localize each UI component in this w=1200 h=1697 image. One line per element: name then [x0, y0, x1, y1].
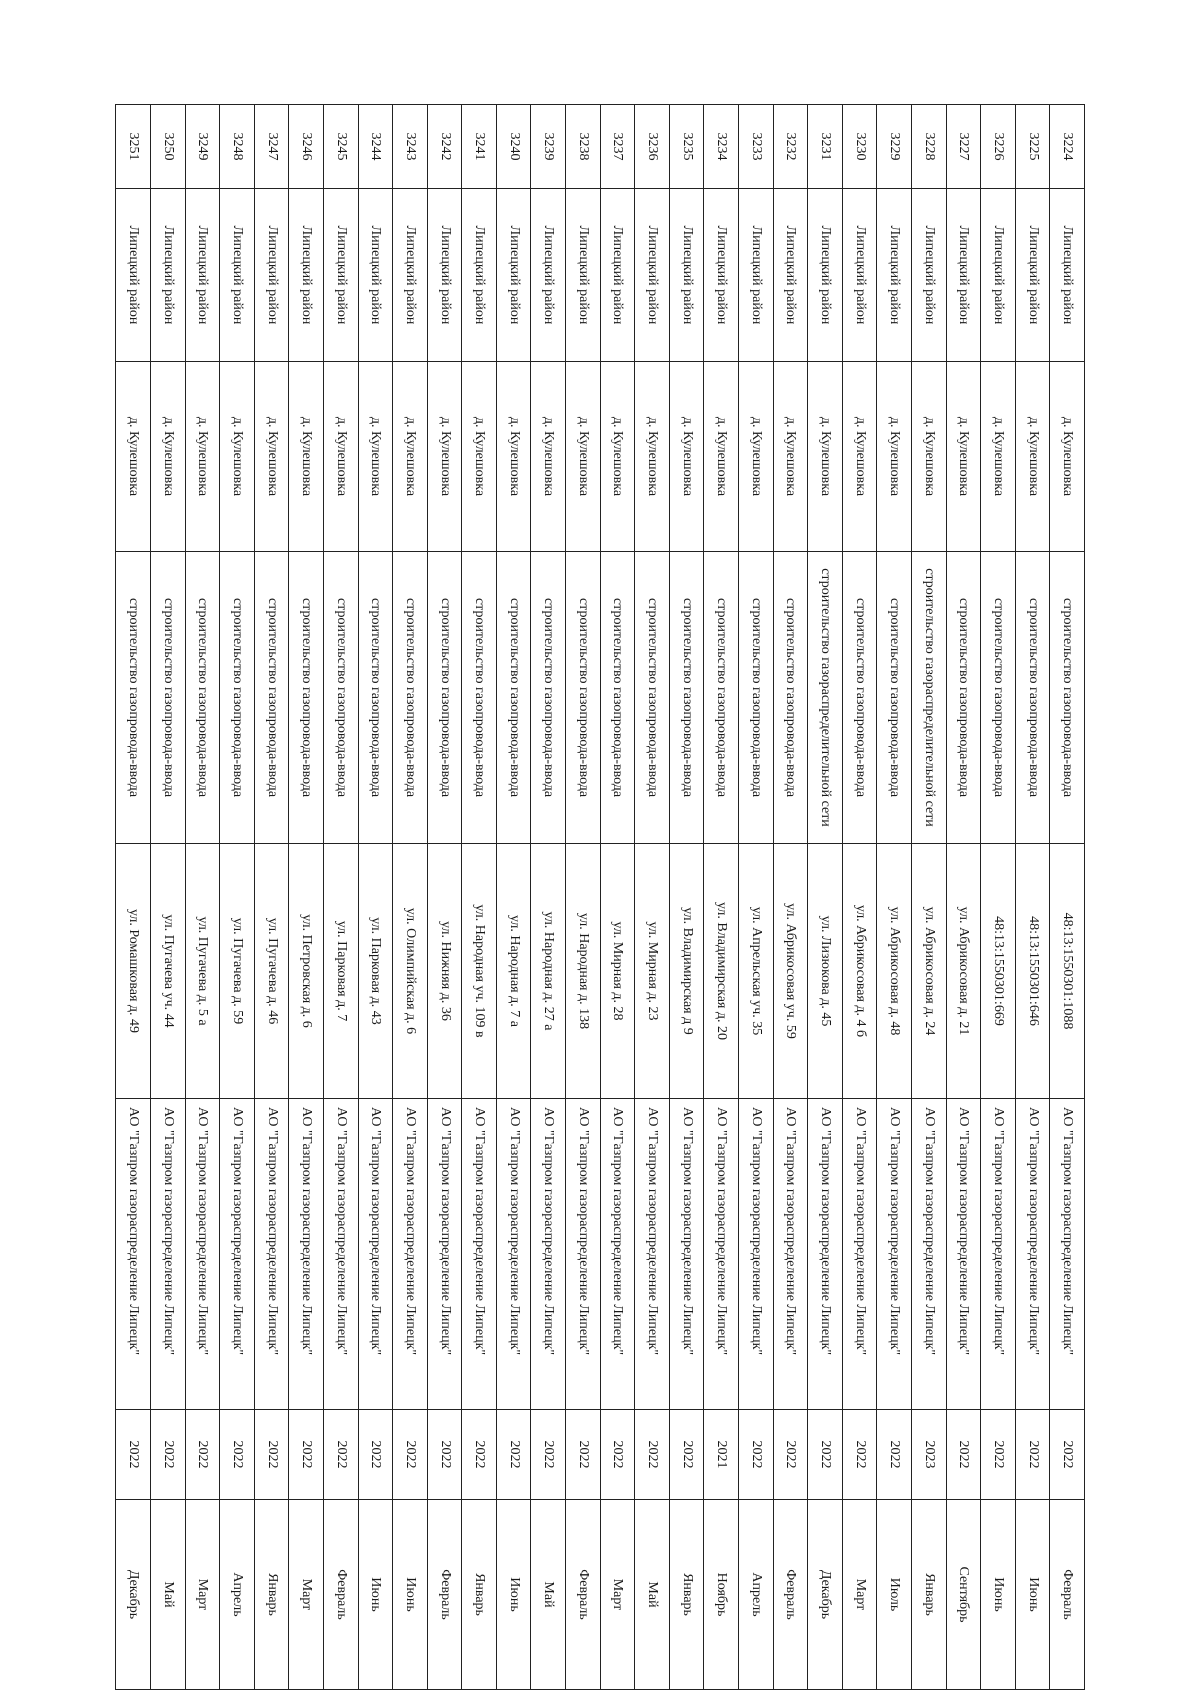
settlement-cell: д. Кулешовка	[842, 362, 877, 552]
address-cell: ул. Владимирская д. 20	[704, 844, 739, 1099]
address-cell: ул. Абрикосовая д. 4 б	[842, 844, 877, 1099]
work-type-cell: строительство газопровода-ввода	[842, 552, 877, 844]
address-cell: ул. Лизюкова д. 45	[808, 844, 843, 1099]
district-cell: Липецкий район	[635, 189, 670, 362]
address-cell: ул. Апрельская уч. 35	[739, 844, 774, 1099]
organization-cell: АО "Газпром газораспределение Липецк"	[358, 1099, 393, 1410]
district-cell: Липецкий район	[323, 189, 358, 362]
table-row	[254, 105, 289, 1690]
table-row	[496, 105, 531, 1690]
address-cell: ул. Абрикосовая уч. 59	[773, 844, 808, 1099]
year-cell: 2022	[393, 1410, 428, 1500]
settlement-cell: д. Кулешовка	[981, 362, 1016, 552]
address-cell: 48:13:1550301:669	[981, 844, 1016, 1099]
work-type-cell: строительство газопровода-ввода	[981, 552, 1016, 844]
work-type-cell: строительство газопровода-ввода	[220, 552, 255, 844]
row-number-cell: 3226	[981, 105, 1016, 189]
row-number-cell: 3227	[946, 105, 981, 189]
row-number-cell: 3251	[116, 105, 151, 189]
row-number-cell: 3242	[427, 105, 462, 189]
district-cell: Липецкий район	[116, 189, 151, 362]
settlement-cell: д. Кулешовка	[289, 362, 324, 552]
year-cell: 2022	[462, 1410, 497, 1500]
year-cell: 2022	[427, 1410, 462, 1500]
rotated-document-page	[97, 104, 1085, 1689]
month-cell: Сентябрь	[946, 1500, 981, 1690]
settlement-cell: д. Кулешовка	[427, 362, 462, 552]
settlement-cell: д. Кулешовка	[704, 362, 739, 552]
year-cell: 2022	[185, 1410, 220, 1500]
row-number-cell: 3224	[1050, 105, 1085, 189]
month-cell: Январь	[254, 1500, 289, 1690]
month-cell: Февраль	[427, 1500, 462, 1690]
year-cell: 2022	[531, 1410, 566, 1500]
organization-cell: АО "Газпром газораспределение Липецк"	[635, 1099, 670, 1410]
row-number-cell: 3229	[877, 105, 912, 189]
work-type-cell: строительство газопровода-ввода	[1015, 552, 1050, 844]
district-cell: Липецкий район	[531, 189, 566, 362]
table-row	[635, 105, 670, 1690]
month-cell: Ноябрь	[704, 1500, 739, 1690]
district-cell: Липецкий район	[704, 189, 739, 362]
row-number-cell: 3236	[635, 105, 670, 189]
organization-cell: АО "Газпром газораспределение Липецк"	[600, 1099, 635, 1410]
work-type-cell: строительство газопровода-ввода	[600, 552, 635, 844]
address-cell: ул. Пугачева д. 59	[220, 844, 255, 1099]
district-cell: Липецкий район	[185, 189, 220, 362]
address-cell: ул. Абрикосовая д. 48	[877, 844, 912, 1099]
settlement-cell: д. Кулешовка	[912, 362, 947, 552]
settlement-cell: д. Кулешовка	[877, 362, 912, 552]
organization-cell: АО "Газпром газораспределение Липецк"	[116, 1099, 151, 1410]
district-cell: Липецкий район	[842, 189, 877, 362]
settlement-cell: д. Кулешовка	[635, 362, 670, 552]
month-cell: Январь	[669, 1500, 704, 1690]
settlement-cell: д. Кулешовка	[669, 362, 704, 552]
organization-cell: АО "Газпром газораспределение Липецк"	[393, 1099, 428, 1410]
address-cell: ул. Абрикосовая д. 21	[946, 844, 981, 1099]
table-row	[773, 105, 808, 1690]
settlement-cell: д. Кулешовка	[946, 362, 981, 552]
district-cell: Липецкий район	[1015, 189, 1050, 362]
settlement-cell: д. Кулешовка	[600, 362, 635, 552]
table-row	[393, 105, 428, 1690]
address-cell: 48:13:1550301:646	[1015, 844, 1050, 1099]
work-type-cell: строительство газораспределительной сети	[912, 552, 947, 844]
address-cell: ул. Парковая д. 43	[358, 844, 393, 1099]
year-cell: 2022	[635, 1410, 670, 1500]
table-body	[116, 105, 1085, 1690]
month-cell: Декабрь	[808, 1500, 843, 1690]
organization-cell: АО "Газпром газораспределение Липецк"	[220, 1099, 255, 1410]
settlement-cell: д. Кулешовка	[358, 362, 393, 552]
settlement-cell: д. Кулешовка	[150, 362, 185, 552]
row-number-cell: 3232	[773, 105, 808, 189]
table-row	[842, 105, 877, 1690]
row-number-cell: 3233	[739, 105, 774, 189]
settlement-cell: д. Кулешовка	[323, 362, 358, 552]
table-row	[1050, 105, 1085, 1690]
row-number-cell: 3228	[912, 105, 947, 189]
month-cell: Март	[289, 1500, 324, 1690]
settlement-cell: д. Кулешовка	[566, 362, 601, 552]
work-type-cell: строительство газопровода-ввода	[635, 552, 670, 844]
row-number-cell: 3247	[254, 105, 289, 189]
month-cell: Март	[185, 1500, 220, 1690]
month-cell: Март	[842, 1500, 877, 1690]
year-cell: 2022	[323, 1410, 358, 1500]
organization-cell: АО "Газпром газораспределение Липецк"	[877, 1099, 912, 1410]
table-row	[220, 105, 255, 1690]
work-type-cell: строительство газопровода-ввода	[669, 552, 704, 844]
gasification-schedule-table	[115, 104, 1085, 1690]
row-number-cell: 3246	[289, 105, 324, 189]
organization-cell: АО "Газпром газораспределение Липецк"	[531, 1099, 566, 1410]
month-cell: Декабрь	[116, 1500, 151, 1690]
work-type-cell: строительство газопровода-ввода	[496, 552, 531, 844]
work-type-cell: строительство газопровода-ввода	[358, 552, 393, 844]
address-cell: ул. Парковая д. 7	[323, 844, 358, 1099]
organization-cell: АО "Газпром газораспределение Липецк"	[566, 1099, 601, 1410]
settlement-cell: д. Кулешовка	[393, 362, 428, 552]
work-type-cell: строительство газопровода-ввода	[566, 552, 601, 844]
organization-cell: АО "Газпром газораспределение Липецк"	[981, 1099, 1016, 1410]
year-cell: 2022	[566, 1410, 601, 1500]
year-cell: 2022	[946, 1410, 981, 1500]
address-cell: 48:13:1550301:1088	[1050, 844, 1085, 1099]
table-row	[739, 105, 774, 1690]
address-cell: ул. Петровская д. 6	[289, 844, 324, 1099]
organization-cell: АО "Газпром газораспределение Липецк"	[150, 1099, 185, 1410]
month-cell: Февраль	[566, 1500, 601, 1690]
settlement-cell: д. Кулешовка	[254, 362, 289, 552]
year-cell: 2021	[704, 1410, 739, 1500]
address-cell: ул. Владимирская д 9	[669, 844, 704, 1099]
month-cell: Январь	[912, 1500, 947, 1690]
organization-cell: АО "Газпром газораспределение Липецк"	[185, 1099, 220, 1410]
district-cell: Липецкий район	[427, 189, 462, 362]
year-cell: 2022	[739, 1410, 774, 1500]
organization-cell: АО "Газпром газораспределение Липецк"	[323, 1099, 358, 1410]
organization-cell: АО "Газпром газораспределение Липецк"	[912, 1099, 947, 1410]
table-row	[566, 105, 601, 1690]
table-row	[981, 105, 1016, 1690]
district-cell: Липецкий район	[739, 189, 774, 362]
year-cell: 2022	[981, 1410, 1016, 1500]
address-cell: ул. Пугачева д. 5 а	[185, 844, 220, 1099]
district-cell: Липецкий район	[220, 189, 255, 362]
organization-cell: АО "Газпром газораспределение Липецк"	[1050, 1099, 1085, 1410]
row-number-cell: 3239	[531, 105, 566, 189]
organization-cell: АО "Газпром газораспределение Липецк"	[808, 1099, 843, 1410]
organization-cell: АО "Газпром газораспределение Липецк"	[254, 1099, 289, 1410]
row-number-cell: 3234	[704, 105, 739, 189]
district-cell: Липецкий район	[808, 189, 843, 362]
month-cell: Февраль	[773, 1500, 808, 1690]
month-cell: Апрель	[220, 1500, 255, 1690]
row-number-cell: 3225	[1015, 105, 1050, 189]
table-row	[116, 105, 151, 1690]
year-cell: 2022	[289, 1410, 324, 1500]
year-cell: 2022	[116, 1410, 151, 1500]
organization-cell: АО "Газпром газораспределение Липецк"	[773, 1099, 808, 1410]
row-number-cell: 3240	[496, 105, 531, 189]
work-type-cell: строительство газопровода-ввода	[739, 552, 774, 844]
table-row	[531, 105, 566, 1690]
month-cell: Февраль	[1050, 1500, 1085, 1690]
address-cell: ул. Олимпийская д. 6	[393, 844, 428, 1099]
table-row	[185, 105, 220, 1690]
district-cell: Липецкий район	[669, 189, 704, 362]
settlement-cell: д. Кулешовка	[531, 362, 566, 552]
district-cell: Липецкий район	[981, 189, 1016, 362]
row-number-cell: 3250	[150, 105, 185, 189]
month-cell: Июнь	[981, 1500, 1016, 1690]
month-cell: Апрель	[739, 1500, 774, 1690]
year-cell: 2023	[912, 1410, 947, 1500]
district-cell: Липецкий район	[289, 189, 324, 362]
table-row	[669, 105, 704, 1690]
organization-cell: АО "Газпром газораспределение Липецк"	[704, 1099, 739, 1410]
settlement-cell: д. Кулешовка	[116, 362, 151, 552]
address-cell: ул. Нижняя д. 36	[427, 844, 462, 1099]
settlement-cell: д. Кулешовка	[496, 362, 531, 552]
month-cell: Июнь	[358, 1500, 393, 1690]
month-cell: Июнь	[393, 1500, 428, 1690]
row-number-cell: 3249	[185, 105, 220, 189]
year-cell: 2022	[669, 1410, 704, 1500]
row-number-cell: 3237	[600, 105, 635, 189]
work-type-cell: строительство газопровода-ввода	[877, 552, 912, 844]
table-row	[704, 105, 739, 1690]
address-cell: ул. Мирная д. 23	[635, 844, 670, 1099]
table-row	[427, 105, 462, 1690]
table-row	[150, 105, 185, 1690]
organization-cell: АО "Газпром газораспределение Липецк"	[946, 1099, 981, 1410]
address-cell: ул. Народная д. 27 а	[531, 844, 566, 1099]
organization-cell: АО "Газпром газораспределение Липецк"	[462, 1099, 497, 1410]
work-type-cell: строительство газопровода-ввода	[427, 552, 462, 844]
work-type-cell: строительство газопровода-ввода	[462, 552, 497, 844]
row-number-cell: 3238	[566, 105, 601, 189]
settlement-cell: д. Кулешовка	[220, 362, 255, 552]
address-cell: ул. Народная д. 7 а	[496, 844, 531, 1099]
district-cell: Липецкий район	[600, 189, 635, 362]
work-type-cell: строительство газопровода-ввода	[323, 552, 358, 844]
table-row	[323, 105, 358, 1690]
month-cell: Февраль	[323, 1500, 358, 1690]
year-cell: 2022	[1015, 1410, 1050, 1500]
district-cell: Липецкий район	[877, 189, 912, 362]
year-cell: 2022	[496, 1410, 531, 1500]
month-cell: Май	[531, 1500, 566, 1690]
work-type-cell: строительство газопровода-ввода	[531, 552, 566, 844]
address-cell: ул. Ромашковая д. 49	[116, 844, 151, 1099]
district-cell: Липецкий район	[773, 189, 808, 362]
organization-cell: АО "Газпром газораспределение Липецк"	[739, 1099, 774, 1410]
row-number-cell: 3248	[220, 105, 255, 189]
work-type-cell: строительство газопровода-ввода	[150, 552, 185, 844]
district-cell: Липецкий район	[358, 189, 393, 362]
organization-cell: АО "Газпром газораспределение Липецк"	[669, 1099, 704, 1410]
month-cell: Январь	[462, 1500, 497, 1690]
month-cell: Март	[600, 1500, 635, 1690]
year-cell: 2022	[600, 1410, 635, 1500]
settlement-cell: д. Кулешовка	[808, 362, 843, 552]
year-cell: 2022	[842, 1410, 877, 1500]
year-cell: 2022	[808, 1410, 843, 1500]
settlement-cell: д. Кулешовка	[1015, 362, 1050, 552]
address-cell: ул. Пугачева д. 46	[254, 844, 289, 1099]
work-type-cell: строительство газопровода-ввода	[393, 552, 428, 844]
district-cell: Липецкий район	[1050, 189, 1085, 362]
work-type-cell: строительство газопровода-ввода	[946, 552, 981, 844]
work-type-cell: строительство газопровода-ввода	[704, 552, 739, 844]
work-type-cell: строительство газопровода-ввода	[116, 552, 151, 844]
table-row	[877, 105, 912, 1690]
organization-cell: АО "Газпром газораспределение Липецк"	[427, 1099, 462, 1410]
year-cell: 2022	[254, 1410, 289, 1500]
work-type-cell: строительство газопровода-ввода	[289, 552, 324, 844]
district-cell: Липецкий район	[566, 189, 601, 362]
year-cell: 2022	[150, 1410, 185, 1500]
month-cell: Май	[635, 1500, 670, 1690]
work-type-cell: строительство газопровода-ввода	[1050, 552, 1085, 844]
row-number-cell: 3241	[462, 105, 497, 189]
district-cell: Липецкий район	[462, 189, 497, 362]
row-number-cell: 3235	[669, 105, 704, 189]
organization-cell: АО "Газпром газораспределение Липецк"	[1015, 1099, 1050, 1410]
row-number-cell: 3243	[393, 105, 428, 189]
year-cell: 2022	[773, 1410, 808, 1500]
table-row	[600, 105, 635, 1690]
row-number-cell: 3245	[323, 105, 358, 189]
district-cell: Липецкий район	[912, 189, 947, 362]
address-cell: ул. Пугачева уч. 44	[150, 844, 185, 1099]
district-cell: Липецкий район	[393, 189, 428, 362]
address-cell: ул. Абрикосовая д. 24	[912, 844, 947, 1099]
address-cell: ул. Мирная д. 28	[600, 844, 635, 1099]
organization-cell: АО "Газпром газораспределение Липецк"	[842, 1099, 877, 1410]
organization-cell: АО "Газпром газораспределение Липецк"	[289, 1099, 324, 1410]
address-cell: ул. Народная уч. 109 в	[462, 844, 497, 1099]
year-cell: 2022	[358, 1410, 393, 1500]
district-cell: Липецкий район	[946, 189, 981, 362]
address-cell: ул. Народная д. 138	[566, 844, 601, 1099]
settlement-cell: д. Кулешовка	[185, 362, 220, 552]
table-row	[808, 105, 843, 1690]
month-cell: Июнь	[1015, 1500, 1050, 1690]
table-row	[1015, 105, 1050, 1690]
district-cell: Липецкий район	[254, 189, 289, 362]
row-number-cell: 3231	[808, 105, 843, 189]
month-cell: Май	[150, 1500, 185, 1690]
work-type-cell: строительство газопровода-ввода	[185, 552, 220, 844]
settlement-cell: д. Кулешовка	[462, 362, 497, 552]
district-cell: Липецкий район	[496, 189, 531, 362]
settlement-cell: д. Кулешовка	[739, 362, 774, 552]
organization-cell: АО "Газпром газораспределение Липецк"	[496, 1099, 531, 1410]
work-type-cell: строительство газопровода-ввода	[773, 552, 808, 844]
work-type-cell: строительство газораспределительной сети	[808, 552, 843, 844]
table-row	[462, 105, 497, 1690]
table-row	[358, 105, 393, 1690]
month-cell: Июль	[877, 1500, 912, 1690]
month-cell: Июнь	[496, 1500, 531, 1690]
year-cell: 2022	[220, 1410, 255, 1500]
table-row	[289, 105, 324, 1690]
settlement-cell: д. Кулешовка	[1050, 362, 1085, 552]
table-row	[912, 105, 947, 1690]
year-cell: 2022	[877, 1410, 912, 1500]
settlement-cell: д. Кулешовка	[773, 362, 808, 552]
row-number-cell: 3230	[842, 105, 877, 189]
table-row	[946, 105, 981, 1690]
work-type-cell: строительство газопровода-ввода	[254, 552, 289, 844]
district-cell: Липецкий район	[150, 189, 185, 362]
year-cell: 2022	[1050, 1410, 1085, 1500]
row-number-cell: 3244	[358, 105, 393, 189]
